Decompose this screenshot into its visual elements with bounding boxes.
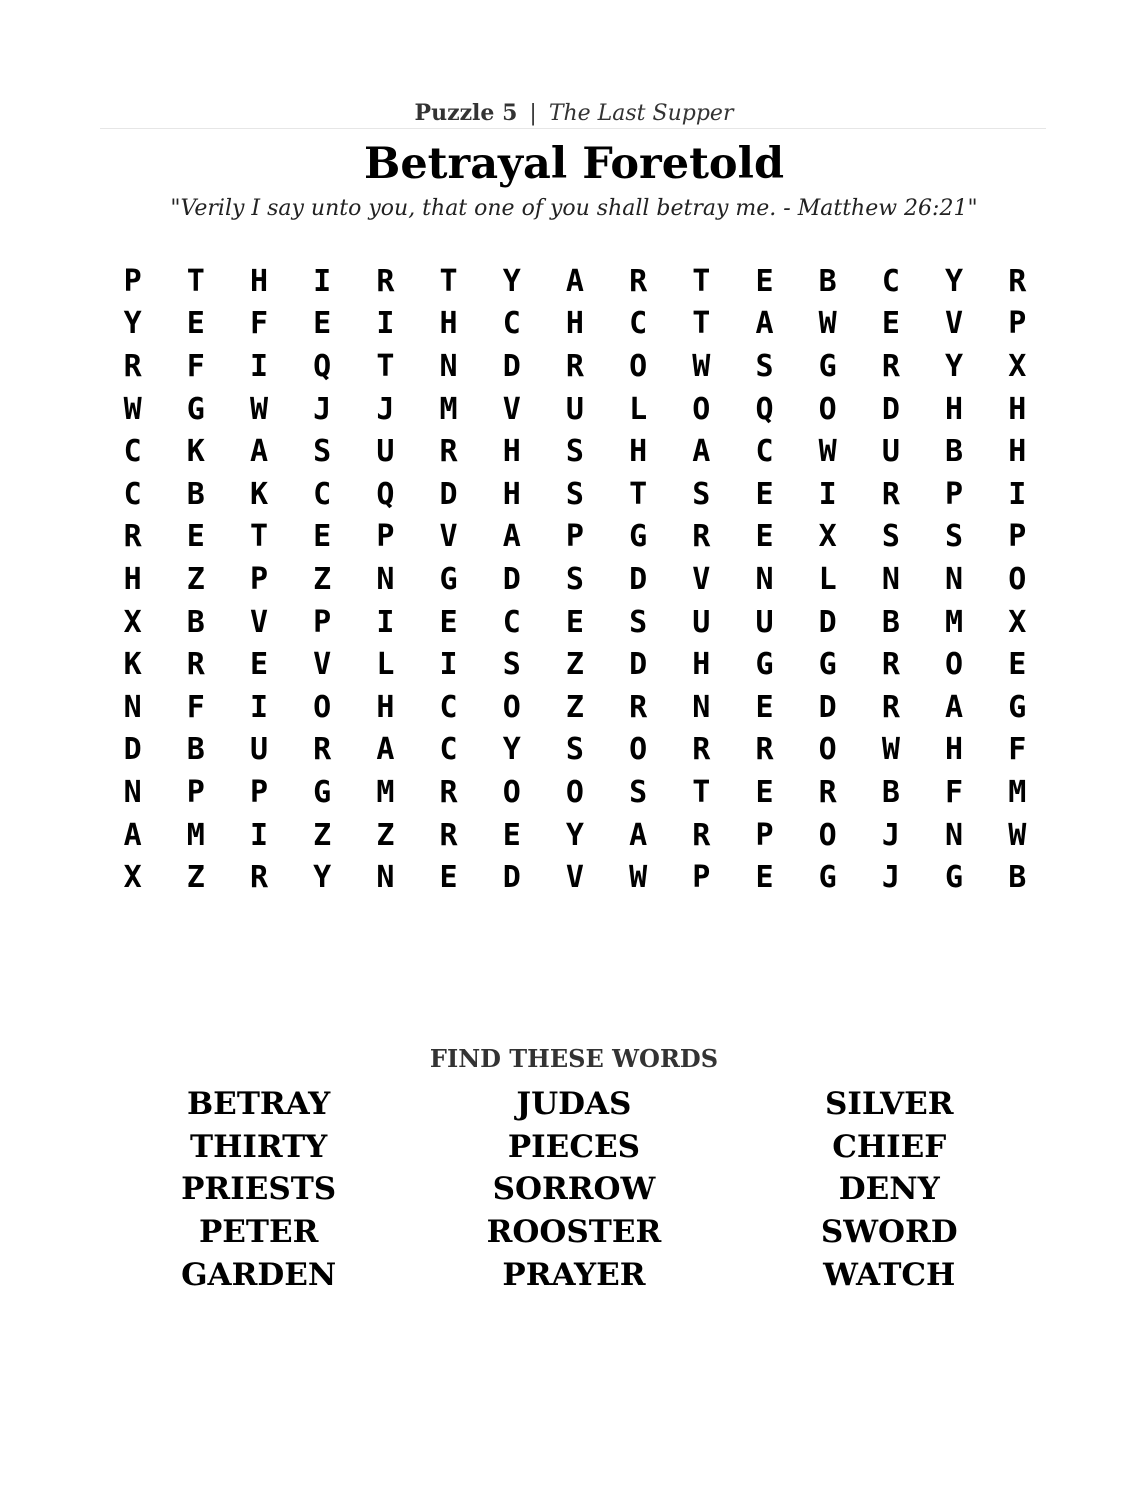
grid-cell: I: [249, 348, 268, 384]
grid-cell: P: [313, 604, 332, 640]
word-list-item: PETER: [198, 1214, 319, 1251]
puzzle-theme: The Last Supper: [548, 101, 734, 126]
grid-cell: R: [881, 647, 900, 683]
grid-cell: Y: [945, 348, 964, 384]
grid-cell: P: [945, 476, 964, 512]
grid-cell: Y: [502, 732, 521, 768]
grid-cell: R: [629, 263, 648, 299]
grid-cell: R: [313, 732, 332, 768]
grid-cell: L: [376, 647, 395, 683]
grid-cell: P: [1008, 519, 1027, 555]
grid-cell: I: [376, 604, 395, 640]
grid-cell: W: [881, 732, 900, 768]
grid-cell: T: [186, 263, 205, 299]
grid-cell: X: [818, 519, 837, 555]
word-list-item: THIRTY: [190, 1128, 328, 1165]
grid-cell: L: [818, 561, 837, 597]
grid-cell: N: [376, 561, 395, 597]
grid-cell: Z: [565, 689, 584, 725]
grid-cell: E: [565, 604, 584, 640]
grid-cell: F: [186, 348, 205, 384]
grid-cell: U: [565, 391, 584, 427]
grid-cell: M: [945, 604, 964, 640]
grid-cell: C: [313, 476, 332, 512]
grid-cell: Z: [313, 817, 332, 853]
puzzle-number: Puzzle 5: [414, 100, 518, 126]
grid-cell: G: [1008, 689, 1027, 725]
grid-cell: U: [755, 604, 774, 640]
grid-cell: R: [439, 434, 458, 470]
grid-cell: R: [376, 263, 395, 299]
grid-cell: O: [629, 348, 648, 384]
grid-cell: H: [565, 306, 584, 342]
grid-cell: H: [439, 306, 458, 342]
grid-cell: S: [692, 476, 711, 512]
grid-cell: O: [502, 774, 521, 810]
grid-cell: R: [692, 817, 711, 853]
grid-cell: W: [123, 391, 142, 427]
grid-cell: J: [881, 860, 900, 896]
grid-cell: C: [123, 434, 142, 470]
grid-cell: T: [629, 476, 648, 512]
grid-cell: D: [502, 348, 521, 384]
header-divider: [100, 128, 1046, 129]
grid-cell: G: [186, 391, 205, 427]
grid-cell: I: [249, 689, 268, 725]
grid-cell: W: [692, 348, 711, 384]
grid-cell: E: [186, 519, 205, 555]
grid-cell: R: [629, 689, 648, 725]
grid-cell: R: [123, 348, 142, 384]
grid-cell: N: [755, 561, 774, 597]
grid-cell: O: [692, 391, 711, 427]
grid-cell: V: [502, 391, 521, 427]
grid-cell: L: [629, 391, 648, 427]
grid-cell: H: [945, 732, 964, 768]
grid-cell: S: [565, 476, 584, 512]
word-list-item: CHIEF: [832, 1128, 947, 1165]
grid-cell: V: [313, 647, 332, 683]
grid-cell: G: [313, 774, 332, 810]
grid-cell: R: [881, 476, 900, 512]
grid-cell: E: [439, 604, 458, 640]
scripture-verse: "Verily I say unto you, that one of you shall betray me. - Matthew 26:21": [170, 196, 978, 221]
grid-cell: H: [629, 434, 648, 470]
grid-cell: I: [313, 263, 332, 299]
grid-cell: O: [818, 732, 837, 768]
grid-cell: M: [186, 817, 205, 853]
grid-cell: F: [186, 689, 205, 725]
grid-cell: A: [376, 732, 395, 768]
grid-cell: E: [186, 306, 205, 342]
grid-cell: R: [692, 732, 711, 768]
grid-cell: M: [1008, 774, 1027, 810]
grid-cell: S: [313, 434, 332, 470]
grid-cell: M: [439, 391, 458, 427]
grid-cell: C: [439, 732, 458, 768]
grid-cell: T: [692, 263, 711, 299]
grid-cell: Z: [565, 647, 584, 683]
grid-cell: E: [755, 263, 774, 299]
grid-cell: A: [945, 689, 964, 725]
grid-cell: N: [692, 689, 711, 725]
grid-cell: Q: [755, 391, 774, 427]
grid-cell: C: [755, 434, 774, 470]
grid-cell: N: [439, 348, 458, 384]
grid-cell: E: [249, 647, 268, 683]
grid-cell: H: [249, 263, 268, 299]
grid-cell: G: [945, 860, 964, 896]
grid-cell: E: [313, 519, 332, 555]
grid-cell: Z: [186, 561, 205, 597]
grid-cell: X: [123, 604, 142, 640]
grid-cell: C: [629, 306, 648, 342]
grid-cell: P: [1008, 306, 1027, 342]
grid-cell: C: [881, 263, 900, 299]
grid-cell: Q: [313, 348, 332, 384]
grid-cell: O: [565, 774, 584, 810]
grid-cell: S: [629, 604, 648, 640]
grid-cell: S: [565, 434, 584, 470]
word-list-heading: FIND THESE WORDS: [429, 1044, 719, 1073]
grid-cell: R: [439, 817, 458, 853]
word-list-item: DENY: [838, 1171, 940, 1208]
grid-cell: D: [629, 647, 648, 683]
grid-cell: U: [376, 434, 395, 470]
grid-cell: R: [186, 647, 205, 683]
grid-cell: P: [186, 774, 205, 810]
grid-cell: G: [629, 519, 648, 555]
grid-cell: H: [1008, 391, 1027, 427]
grid-cell: C: [502, 604, 521, 640]
grid-cell: U: [692, 604, 711, 640]
grid-cell: O: [629, 732, 648, 768]
grid-cell: J: [376, 391, 395, 427]
grid-cell: S: [502, 647, 521, 683]
grid-cell: E: [313, 306, 332, 342]
grid-cell: S: [755, 348, 774, 384]
word-list-item: PIECES: [507, 1128, 641, 1165]
grid-cell: B: [818, 263, 837, 299]
word-list-item: PRAYER: [502, 1256, 646, 1293]
grid-cell: Z: [376, 817, 395, 853]
grid-cell: V: [439, 519, 458, 555]
grid-cell: D: [881, 391, 900, 427]
grid-cell: D: [123, 732, 142, 768]
grid-cell: B: [186, 476, 205, 512]
grid-cell: T: [692, 306, 711, 342]
letter-grid: [101, 260, 1049, 899]
grid-cell: Y: [313, 860, 332, 896]
grid-cell: P: [376, 519, 395, 555]
grid-cell: A: [123, 817, 142, 853]
grid-cell: C: [502, 306, 521, 342]
grid-cell: H: [1008, 434, 1027, 470]
grid-cell: X: [123, 860, 142, 896]
grid-cell: R: [439, 774, 458, 810]
grid-cell: N: [123, 774, 142, 810]
grid-cell: P: [755, 817, 774, 853]
grid-cell: R: [755, 732, 774, 768]
grid-cell: V: [565, 860, 584, 896]
word-list-item: WATCH: [823, 1256, 956, 1293]
grid-cell: G: [818, 647, 837, 683]
header-separator: |: [529, 101, 537, 126]
grid-cell: Z: [186, 860, 205, 896]
grid-cell: G: [755, 647, 774, 683]
word-list-item: SWORD: [820, 1214, 958, 1251]
grid-cell: T: [439, 263, 458, 299]
grid-cell: N: [945, 817, 964, 853]
grid-cell: T: [692, 774, 711, 810]
grid-cell: V: [945, 306, 964, 342]
grid-cell: S: [945, 519, 964, 555]
grid-cell: V: [692, 561, 711, 597]
grid-cell: P: [123, 263, 142, 299]
grid-cell: Y: [565, 817, 584, 853]
grid-cell: U: [249, 732, 268, 768]
grid-cell: A: [629, 817, 648, 853]
grid-cell: G: [818, 860, 837, 896]
grid-cell: O: [502, 689, 521, 725]
grid-cell: E: [755, 519, 774, 555]
grid-cell: B: [881, 774, 900, 810]
grid-cell: T: [249, 519, 268, 555]
grid-cell: D: [818, 689, 837, 725]
grid-cell: W: [249, 391, 268, 427]
grid-cell: R: [1008, 263, 1027, 299]
grid-cell: K: [123, 647, 142, 683]
grid-cell: D: [502, 561, 521, 597]
grid-cell: X: [1008, 604, 1027, 640]
grid-cell: J: [881, 817, 900, 853]
grid-cell: B: [1008, 860, 1027, 896]
grid-cell: U: [881, 434, 900, 470]
grid-cell: H: [123, 561, 142, 597]
grid-cell: H: [502, 434, 521, 470]
grid-cell: P: [249, 774, 268, 810]
grid-cell: R: [249, 860, 268, 896]
grid-cell: Z: [313, 561, 332, 597]
grid-cell: B: [186, 732, 205, 768]
grid-cell: K: [249, 476, 268, 512]
grid-cell: C: [123, 476, 142, 512]
grid-cell: R: [565, 348, 584, 384]
grid-cell: N: [945, 561, 964, 597]
grid-cell: Y: [945, 263, 964, 299]
grid-cell: V: [249, 604, 268, 640]
grid-cell: E: [881, 306, 900, 342]
puzzle-header: [0, 100, 1148, 126]
grid-cell: W: [1008, 817, 1027, 853]
grid-cell: H: [945, 391, 964, 427]
grid-cell: P: [249, 561, 268, 597]
word-list: [101, 1083, 1047, 1296]
grid-cell: O: [1008, 561, 1027, 597]
grid-cell: R: [818, 774, 837, 810]
grid-cell: W: [818, 306, 837, 342]
grid-cell: F: [249, 306, 268, 342]
grid-cell: A: [249, 434, 268, 470]
grid-cell: J: [313, 391, 332, 427]
grid-cell: O: [818, 391, 837, 427]
grid-cell: S: [565, 561, 584, 597]
grid-cell: Y: [123, 306, 142, 342]
grid-cell: S: [881, 519, 900, 555]
grid-cell: E: [755, 689, 774, 725]
grid-cell: O: [818, 817, 837, 853]
grid-cell: P: [692, 860, 711, 896]
grid-cell: N: [881, 561, 900, 597]
grid-cell: C: [439, 689, 458, 725]
grid-cell: Y: [502, 263, 521, 299]
grid-cell: R: [881, 689, 900, 725]
grid-cell: D: [502, 860, 521, 896]
grid-cell: H: [502, 476, 521, 512]
word-list-item: SILVER: [825, 1086, 954, 1123]
grid-cell: S: [565, 732, 584, 768]
grid-cell: A: [565, 263, 584, 299]
grid-cell: M: [376, 774, 395, 810]
grid-cell: B: [945, 434, 964, 470]
grid-cell: E: [755, 860, 774, 896]
word-list-item: JUDAS: [516, 1086, 632, 1123]
grid-cell: N: [376, 860, 395, 896]
grid-cell: E: [439, 860, 458, 896]
grid-cell: A: [692, 434, 711, 470]
grid-cell: X: [1008, 348, 1027, 384]
grid-cell: O: [313, 689, 332, 725]
grid-cell: G: [439, 561, 458, 597]
grid-cell: W: [629, 860, 648, 896]
grid-cell: W: [818, 434, 837, 470]
grid-cell: A: [755, 306, 774, 342]
grid-cell: F: [1008, 732, 1027, 768]
grid-cell: B: [881, 604, 900, 640]
grid-cell: R: [692, 519, 711, 555]
grid-cell: K: [186, 434, 205, 470]
grid-cell: P: [565, 519, 584, 555]
grid-cell: R: [123, 519, 142, 555]
grid-cell: G: [818, 348, 837, 384]
grid-cell: N: [123, 689, 142, 725]
grid-cell: E: [755, 774, 774, 810]
grid-cell: R: [881, 348, 900, 384]
grid-cell: E: [502, 817, 521, 853]
grid-cell: I: [1008, 476, 1027, 512]
grid-cell: I: [439, 647, 458, 683]
grid-cell: T: [376, 348, 395, 384]
grid-cell: S: [629, 774, 648, 810]
grid-cell: O: [945, 647, 964, 683]
grid-cell: I: [376, 306, 395, 342]
grid-cell: D: [629, 561, 648, 597]
grid-cell: Q: [376, 476, 395, 512]
word-list-item: SORROW: [492, 1171, 656, 1208]
word-list-item: ROOSTER: [486, 1214, 662, 1251]
grid-cell: E: [755, 476, 774, 512]
grid-cell: H: [376, 689, 395, 725]
page-title: Betrayal Foretold: [363, 139, 785, 189]
word-list-item: PRIESTS: [181, 1171, 337, 1208]
grid-cell: I: [249, 817, 268, 853]
grid-cell: D: [818, 604, 837, 640]
grid-cell: H: [692, 647, 711, 683]
word-list-item: GARDEN: [181, 1256, 337, 1293]
grid-cell: E: [1008, 647, 1027, 683]
word-list-item: BETRAY: [186, 1086, 331, 1123]
grid-cell: F: [945, 774, 964, 810]
grid-cell: A: [502, 519, 521, 555]
grid-cell: B: [186, 604, 205, 640]
grid-cell: I: [818, 476, 837, 512]
grid-cell: D: [439, 476, 458, 512]
